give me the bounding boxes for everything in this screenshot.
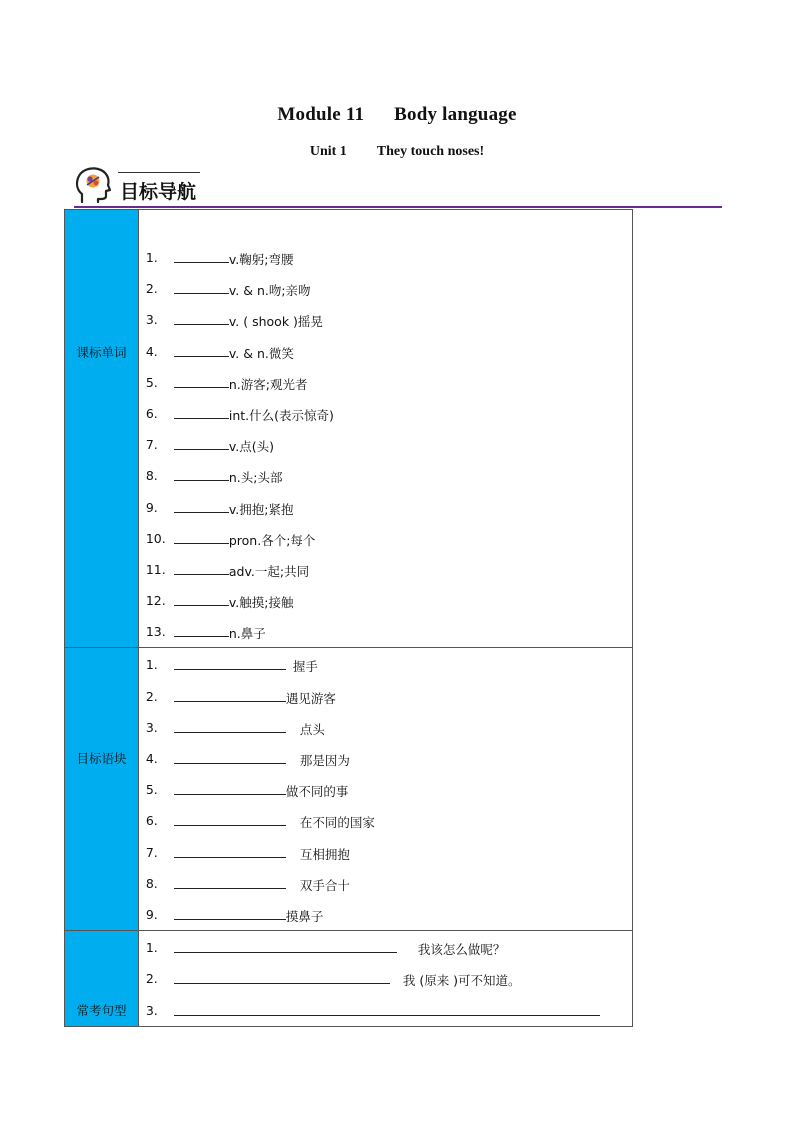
module-name: Body language <box>394 104 517 125</box>
answer-blank[interactable] <box>174 574 229 575</box>
item-number: 6. <box>145 813 158 829</box>
answer-blank[interactable] <box>174 262 229 263</box>
nav-label: 目标导航 <box>120 181 197 203</box>
item-hint: pron.各个;每个 <box>228 532 316 548</box>
item-hint: 互相拥抱 <box>299 846 350 862</box>
answer-blank[interactable] <box>174 732 286 733</box>
item-number: 6. <box>145 405 158 421</box>
item-hint: 做不同的事 <box>285 784 349 800</box>
list-item <box>139 460 632 491</box>
answer-blank[interactable] <box>174 919 286 920</box>
item-number: 1. <box>145 250 158 265</box>
list-item <box>139 837 632 868</box>
answer-blank[interactable] <box>174 794 286 795</box>
item-number: 3. <box>145 312 158 328</box>
list-item <box>139 242 632 273</box>
item-hint: v.拥抱;紧抱 <box>228 501 294 517</box>
item-number: 13. <box>145 624 166 640</box>
answer-blank[interactable] <box>174 983 390 984</box>
item-number: 7. <box>145 844 158 860</box>
item-hint: n.头;头部 <box>228 470 283 486</box>
section-label: 课标单词 <box>76 345 127 360</box>
answer-blank[interactable] <box>174 324 229 325</box>
list-item <box>139 367 632 398</box>
section-content <box>138 648 632 931</box>
item-number: 4. <box>145 343 158 359</box>
answer-blank[interactable] <box>174 888 286 889</box>
answer-blank[interactable] <box>174 512 229 513</box>
word-list <box>139 242 632 647</box>
list-item <box>139 899 632 930</box>
item-number: 5. <box>145 374 158 390</box>
section-nav-header <box>74 166 722 210</box>
list-item <box>139 805 632 836</box>
page-title <box>0 104 794 126</box>
section-content <box>138 931 632 1027</box>
item-number: 9. <box>145 499 158 515</box>
nav-divider <box>74 206 722 208</box>
item-number: 4. <box>145 751 158 766</box>
item-number: 1. <box>145 940 158 956</box>
answer-blank[interactable] <box>174 449 229 450</box>
list-item <box>139 304 632 335</box>
item-hint: v. & n.微笑 <box>228 345 294 361</box>
item-hint: 我 (原来 )可不知道。 <box>402 973 521 989</box>
item-number: 5. <box>145 782 158 798</box>
section-label-cell <box>65 210 139 648</box>
item-hint: int.什么(表示惊奇) <box>228 407 334 423</box>
item-hint: 在不同的国家 <box>299 815 375 831</box>
module-number: Module 11 <box>277 104 365 125</box>
item-number: 12. <box>145 593 166 609</box>
item-number: 2. <box>145 281 158 297</box>
answer-blank[interactable] <box>174 701 286 702</box>
list-item <box>139 774 632 805</box>
item-hint: n.游客;观光者 <box>228 376 308 392</box>
item-hint: n.鼻子 <box>228 626 266 642</box>
answer-blank[interactable] <box>174 293 229 294</box>
answer-blank[interactable] <box>174 480 229 481</box>
item-number: 1. <box>145 657 158 673</box>
list-item <box>139 712 632 743</box>
item-hint: v.鞠躬;弯腰 <box>228 252 294 267</box>
unit-number: Unit 1 <box>309 144 347 159</box>
phrase-list <box>139 649 632 930</box>
list-item <box>139 273 632 304</box>
list-item <box>139 963 632 994</box>
section-label: 常考句型 <box>76 1003 127 1019</box>
unit-title: They touch noses! <box>376 144 485 159</box>
list-item <box>139 995 632 1026</box>
item-hint: 双手合十 <box>299 877 350 893</box>
item-hint: 握手 <box>292 659 318 675</box>
item-hint: v.触摸;接触 <box>228 595 294 611</box>
list-item <box>139 616 632 647</box>
list-item <box>139 649 632 680</box>
answer-blank[interactable] <box>174 763 286 764</box>
list-item <box>139 868 632 899</box>
item-hint: v. & n.吻;亲吻 <box>228 283 311 299</box>
answer-blank[interactable] <box>174 543 229 544</box>
list-item <box>139 523 632 554</box>
unit-subtitle <box>0 144 794 160</box>
answer-blank[interactable] <box>174 356 229 357</box>
brain-head-icon <box>74 166 112 206</box>
answer-blank[interactable] <box>174 605 229 606</box>
section-content <box>138 210 632 648</box>
answer-blank[interactable] <box>174 1015 600 1016</box>
item-hint: v. ( shook )摇晃 <box>228 314 323 330</box>
answer-blank[interactable] <box>174 857 286 858</box>
item-number: 8. <box>145 875 158 891</box>
list-item <box>139 743 632 774</box>
item-number: 11. <box>145 561 166 577</box>
item-number: 7. <box>145 437 158 453</box>
answer-blank[interactable] <box>174 636 229 637</box>
item-hint: 点头 <box>299 721 325 737</box>
section-sentences <box>65 931 633 1027</box>
list-item <box>139 336 632 367</box>
list-item <box>139 681 632 712</box>
list-item <box>139 398 632 429</box>
list-item <box>139 492 632 523</box>
item-hint: adv.一起;共同 <box>228 563 310 579</box>
answer-blank[interactable] <box>174 825 286 826</box>
sentence-list <box>139 932 632 1026</box>
item-number: 3. <box>145 1002 158 1018</box>
item-hint: 摸鼻子 <box>285 908 324 924</box>
section-label-cell <box>65 931 139 1027</box>
item-number: 2. <box>145 971 158 987</box>
list-item <box>139 585 632 616</box>
list-item <box>139 554 632 585</box>
item-number: 9. <box>145 906 158 922</box>
item-number: 8. <box>145 468 158 484</box>
answer-blank[interactable] <box>174 387 229 388</box>
item-number: 3. <box>145 719 158 735</box>
item-number: 10. <box>145 530 166 546</box>
nav-top-line <box>118 172 200 173</box>
item-hint: 遇见游客 <box>285 690 336 706</box>
section-phrases <box>65 648 633 931</box>
item-hint: v.点(头) <box>228 439 275 455</box>
worksheet-table <box>64 209 633 1027</box>
section-label: 目标语块 <box>76 751 127 767</box>
section-label-cell <box>65 648 139 931</box>
list-item <box>139 429 632 460</box>
item-number: 2. <box>145 688 158 704</box>
list-item <box>139 932 632 963</box>
answer-blank[interactable] <box>174 418 229 419</box>
answer-blank[interactable] <box>174 952 397 953</box>
section-words <box>65 210 633 648</box>
item-hint: 那是因为 <box>299 753 350 768</box>
item-hint: 我该怎么做呢？ <box>417 942 506 958</box>
answer-blank[interactable] <box>174 669 286 670</box>
